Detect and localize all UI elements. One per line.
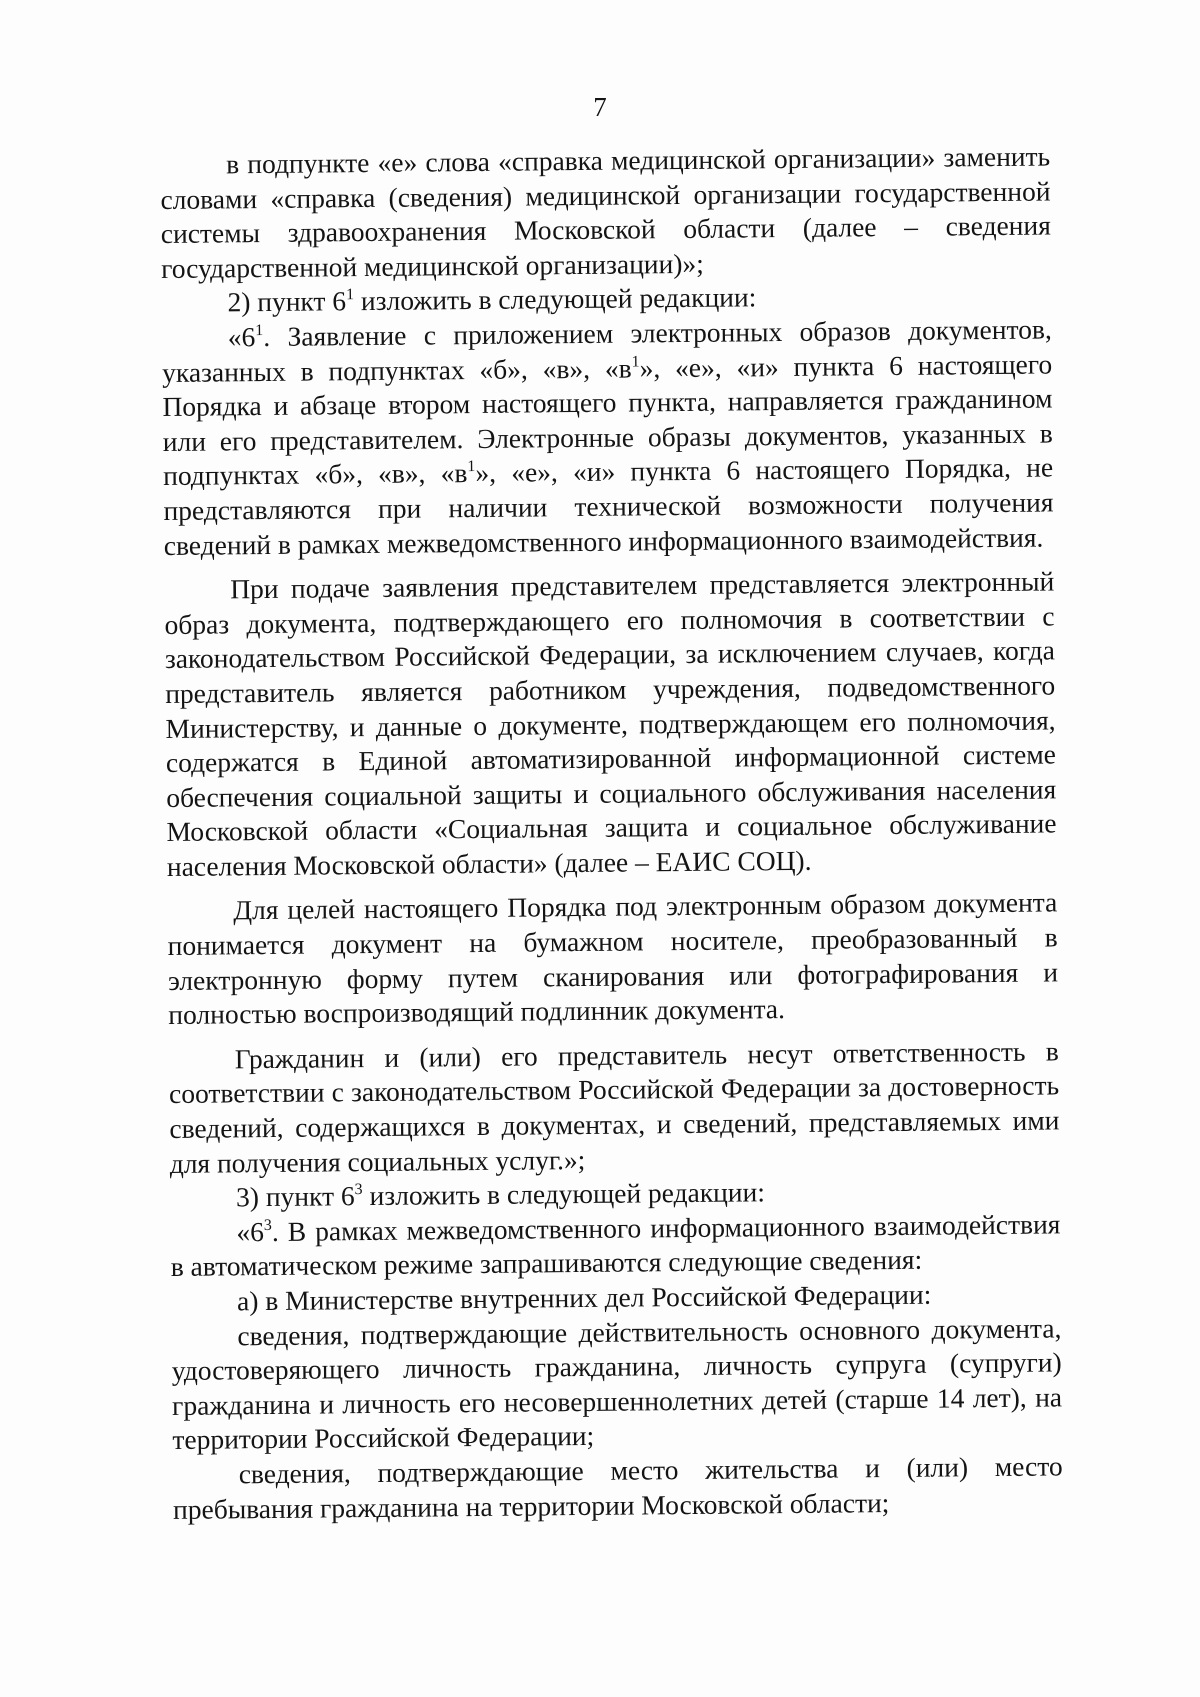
text-run: », «е», «и» пункта 6 настоящего Порядка, не представляются при наличии технической возможности получения сведений в рамках межведомственного информационного взаимодействия. <box>163 451 1054 561</box>
document-body <box>160 139 1063 1527</box>
paragraph-residence-info <box>173 1449 1064 1527</box>
paragraph-identity-info <box>171 1311 1062 1458</box>
text-run: изложить в следующей редакции: <box>369 1176 766 1212</box>
text-run: сведения, подтверждающие действительность основного документа, удостоверяющего личность гражданина, личность супруга (супруги) гражданина и личность его несовершеннолетних детей (старше 14 лет), на территории Российской Федерации; <box>171 1311 1063 1456</box>
text-run: », «е», «и» пункта 6 настоящего Порядка и абзаце втором настоящего пункта, направляется гражданином или его представителем. Электронные образы документов, указанных в подпунктах «б», «в», «в <box>162 348 1053 492</box>
text-run: а) в Министерстве внутренних дел Российской Федерации: <box>236 1278 932 1317</box>
text-run: . Заявление с приложением электронных образов документов, указанных в подпунктах «б», «в», «в <box>162 313 1052 388</box>
paragraph-clause-6-1 <box>162 312 1054 563</box>
text-run: «6 <box>227 321 256 353</box>
text-run: Гражданин и (или) его представитель несут ответственность в соответствии с законодательством Российской Федерации за достоверность сведений, содержащихся в документах, и сведений, представляемых ими для получения социальных услуг.»; <box>168 1035 1060 1179</box>
paragraph-electronic-image <box>167 886 1058 1033</box>
page-number: 7 <box>593 92 607 122</box>
paragraph-responsibility <box>169 1034 1060 1181</box>
text-run: в подпункте «е» слова «справка медицинской организации» заменить словами «справка (сведения) медицинской организации государственной системы здравоохранения Московской области (далее – сведения государственной медицинской организации)»; <box>160 140 1051 284</box>
superscript: 1 <box>467 458 476 476</box>
text-run: 2) пункт 6 <box>227 285 347 318</box>
text-run: При подаче заявления представителем представляется электронный образ документа, подтверждающего его полномочия в соответствии с законодательством Российской Федерации, за исключением случаев, когда представитель является работником учреждения, подведомственного Министерству, и данные о документе, подтверждающем его полномочия, содержатся в Единой автоматизированной информационной системе обеспечения социальной защиты и социального обслуживания населения Московской области «Социальная защита и социальное обслуживание населения Московской области» (далее – ЕАИС СОЦ). <box>164 565 1057 882</box>
superscript: 1 <box>631 352 640 371</box>
text-run: «6 <box>236 1215 265 1248</box>
text-run: изложить в следующей редакции: <box>360 281 757 317</box>
text-run: Для целей настоящего Порядка под электронным образом документа понимается документ на бумажном носителе, преобразованный в электронную форму путем сканирования или фотографирования и полностью воспроизводящий подлинник документа. <box>167 886 1059 1031</box>
superscript: 1 <box>255 321 264 340</box>
text-run: . В рамках межведомственного информационного взаимодействия в автоматическом режиме запрашиваются следующие сведения: <box>170 1208 1061 1283</box>
paragraph-representative <box>164 565 1057 885</box>
superscript: 3 <box>354 1181 363 1199</box>
superscript: 1 <box>345 286 355 304</box>
paragraph-clause-6-3 <box>170 1207 1061 1285</box>
superscript: 3 <box>263 1216 272 1234</box>
text-run: сведения, подтверждающие место жительства и (или) место пребывания гражданина на территории Московской области; <box>172 1450 1063 1525</box>
text-run: 3) пункт 6 <box>235 1180 355 1213</box>
paragraph-subpoint-e <box>160 139 1051 286</box>
